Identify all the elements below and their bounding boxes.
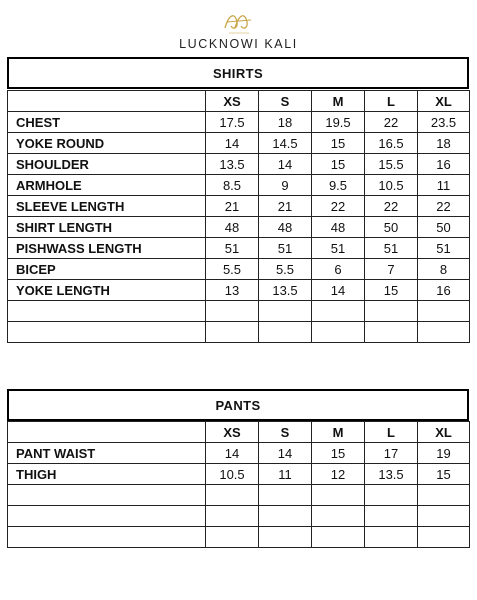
measurement-value (312, 485, 365, 506)
measurement-value (312, 301, 365, 322)
measurement-value: 15 (418, 464, 470, 485)
measurement-value (312, 322, 365, 343)
measurement-value (259, 527, 312, 548)
measurement-value: 22 (365, 112, 418, 133)
measurement-value: 51 (259, 238, 312, 259)
table-row (8, 527, 470, 548)
size-header-xl: XL (418, 422, 470, 443)
measurement-label (8, 301, 206, 322)
table-row (8, 322, 470, 343)
measurement-value: 14 (259, 443, 312, 464)
table-row (8, 443, 470, 464)
measurement-value (206, 301, 259, 322)
measurement-value (365, 301, 418, 322)
measurement-value: 48 (206, 217, 259, 238)
table-row (8, 280, 470, 301)
shirts-size-table (7, 90, 470, 343)
measurement-value (206, 506, 259, 527)
measurement-value: 14.5 (259, 133, 312, 154)
measurement-value: 12 (312, 464, 365, 485)
table-row (8, 485, 470, 506)
size-header-xs: XS (206, 422, 259, 443)
measurement-value: 15 (312, 154, 365, 175)
measurement-value: 9.5 (312, 175, 365, 196)
measurement-value (418, 527, 470, 548)
shirts-section-title: SHIRTS (7, 57, 469, 89)
measurement-value: 13.5 (365, 464, 418, 485)
measurement-value: 19 (418, 443, 470, 464)
measurement-value: 17 (365, 443, 418, 464)
measurement-value (418, 506, 470, 527)
measurement-label (8, 506, 206, 527)
table-row (8, 238, 470, 259)
size-header-l: L (365, 91, 418, 112)
measurement-label: SHIRT LENGTH (8, 217, 206, 238)
measurement-value (365, 506, 418, 527)
measurement-label: YOKE LENGTH (8, 280, 206, 301)
measurement-value (259, 322, 312, 343)
measurement-label: PISHWASS LENGTH (8, 238, 206, 259)
logo-monogram-icon (217, 8, 261, 36)
table-row (8, 217, 470, 238)
measurement-value: 50 (365, 217, 418, 238)
header-blank-cell (8, 422, 206, 443)
measurement-value: 22 (365, 196, 418, 217)
measurement-value: 23.5 (418, 112, 470, 133)
measurement-label: BICEP (8, 259, 206, 280)
measurement-value (365, 322, 418, 343)
measurement-value (365, 485, 418, 506)
measurement-value (418, 485, 470, 506)
measurement-value (259, 506, 312, 527)
measurement-value: 18 (259, 112, 312, 133)
measurement-value: 21 (259, 196, 312, 217)
size-header-s: S (259, 91, 312, 112)
measurement-value: 6 (312, 259, 365, 280)
measurement-value (259, 301, 312, 322)
measurement-label (8, 485, 206, 506)
measurement-value: 11 (418, 175, 470, 196)
measurement-value: 50 (418, 217, 470, 238)
size-header-xs: XS (206, 91, 259, 112)
measurement-value: 51 (418, 238, 470, 259)
measurement-value: 7 (365, 259, 418, 280)
table-row (8, 259, 470, 280)
measurement-value: 13.5 (206, 154, 259, 175)
measurement-value: 16.5 (365, 133, 418, 154)
measurement-value: 11 (259, 464, 312, 485)
measurement-value: 14 (206, 133, 259, 154)
measurement-value: 51 (206, 238, 259, 259)
size-header-xl: XL (418, 91, 470, 112)
measurement-value (418, 322, 470, 343)
measurement-label: THIGH (8, 464, 206, 485)
measurement-label (8, 322, 206, 343)
measurement-label: ARMHOLE (8, 175, 206, 196)
measurement-label: SHOULDER (8, 154, 206, 175)
measurement-value: 5.5 (259, 259, 312, 280)
measurement-value: 10.5 (365, 175, 418, 196)
measurement-value: 16 (418, 280, 470, 301)
measurement-value: 17.5 (206, 112, 259, 133)
table-row (8, 196, 470, 217)
measurement-value: 48 (259, 217, 312, 238)
measurement-value (206, 322, 259, 343)
measurement-value: 22 (418, 196, 470, 217)
pants-section-title: PANTS (7, 389, 469, 421)
measurement-value (418, 301, 470, 322)
measurement-value: 19.5 (312, 112, 365, 133)
header-blank-cell (8, 91, 206, 112)
measurement-value: 9 (259, 175, 312, 196)
measurement-value: 15.5 (365, 154, 418, 175)
measurement-value: 8 (418, 259, 470, 280)
measurement-value (206, 485, 259, 506)
measurement-value: 16 (418, 154, 470, 175)
measurement-value: 13.5 (259, 280, 312, 301)
table-row (8, 154, 470, 175)
table-row (8, 133, 470, 154)
measurement-value (312, 527, 365, 548)
measurement-value: 14 (206, 443, 259, 464)
size-header-s: S (259, 422, 312, 443)
table-row (8, 175, 470, 196)
measurement-value: 15 (365, 280, 418, 301)
measurement-value: 13 (206, 280, 259, 301)
measurement-value: 51 (312, 238, 365, 259)
measurement-value: 22 (312, 196, 365, 217)
measurement-label: YOKE ROUND (8, 133, 206, 154)
measurement-value: 18 (418, 133, 470, 154)
measurement-value (312, 506, 365, 527)
measurement-value: 15 (312, 133, 365, 154)
size-header-m: M (312, 422, 365, 443)
brand-name: LUCKNOWI KALI (179, 37, 298, 51)
measurement-value: 14 (312, 280, 365, 301)
measurement-value: 14 (259, 154, 312, 175)
table-row (8, 464, 470, 485)
measurement-value: 51 (365, 238, 418, 259)
size-header-row (8, 91, 470, 112)
size-header-row (8, 422, 470, 443)
table-row (8, 301, 470, 322)
measurement-value: 10.5 (206, 464, 259, 485)
measurement-value: 48 (312, 217, 365, 238)
size-header-m: M (312, 91, 365, 112)
measurement-value (365, 527, 418, 548)
measurement-label: PANT WAIST (8, 443, 206, 464)
brand-logo (0, 8, 477, 36)
pants-size-table (7, 421, 470, 548)
measurement-label: CHEST (8, 112, 206, 133)
measurement-label: SLEEVE LENGTH (8, 196, 206, 217)
measurement-value: 8.5 (206, 175, 259, 196)
table-row (8, 506, 470, 527)
measurement-value (259, 485, 312, 506)
measurement-value (206, 527, 259, 548)
measurement-label (8, 527, 206, 548)
size-header-l: L (365, 422, 418, 443)
measurement-value: 5.5 (206, 259, 259, 280)
measurement-value: 15 (312, 443, 365, 464)
measurement-value: 21 (206, 196, 259, 217)
table-row (8, 112, 470, 133)
